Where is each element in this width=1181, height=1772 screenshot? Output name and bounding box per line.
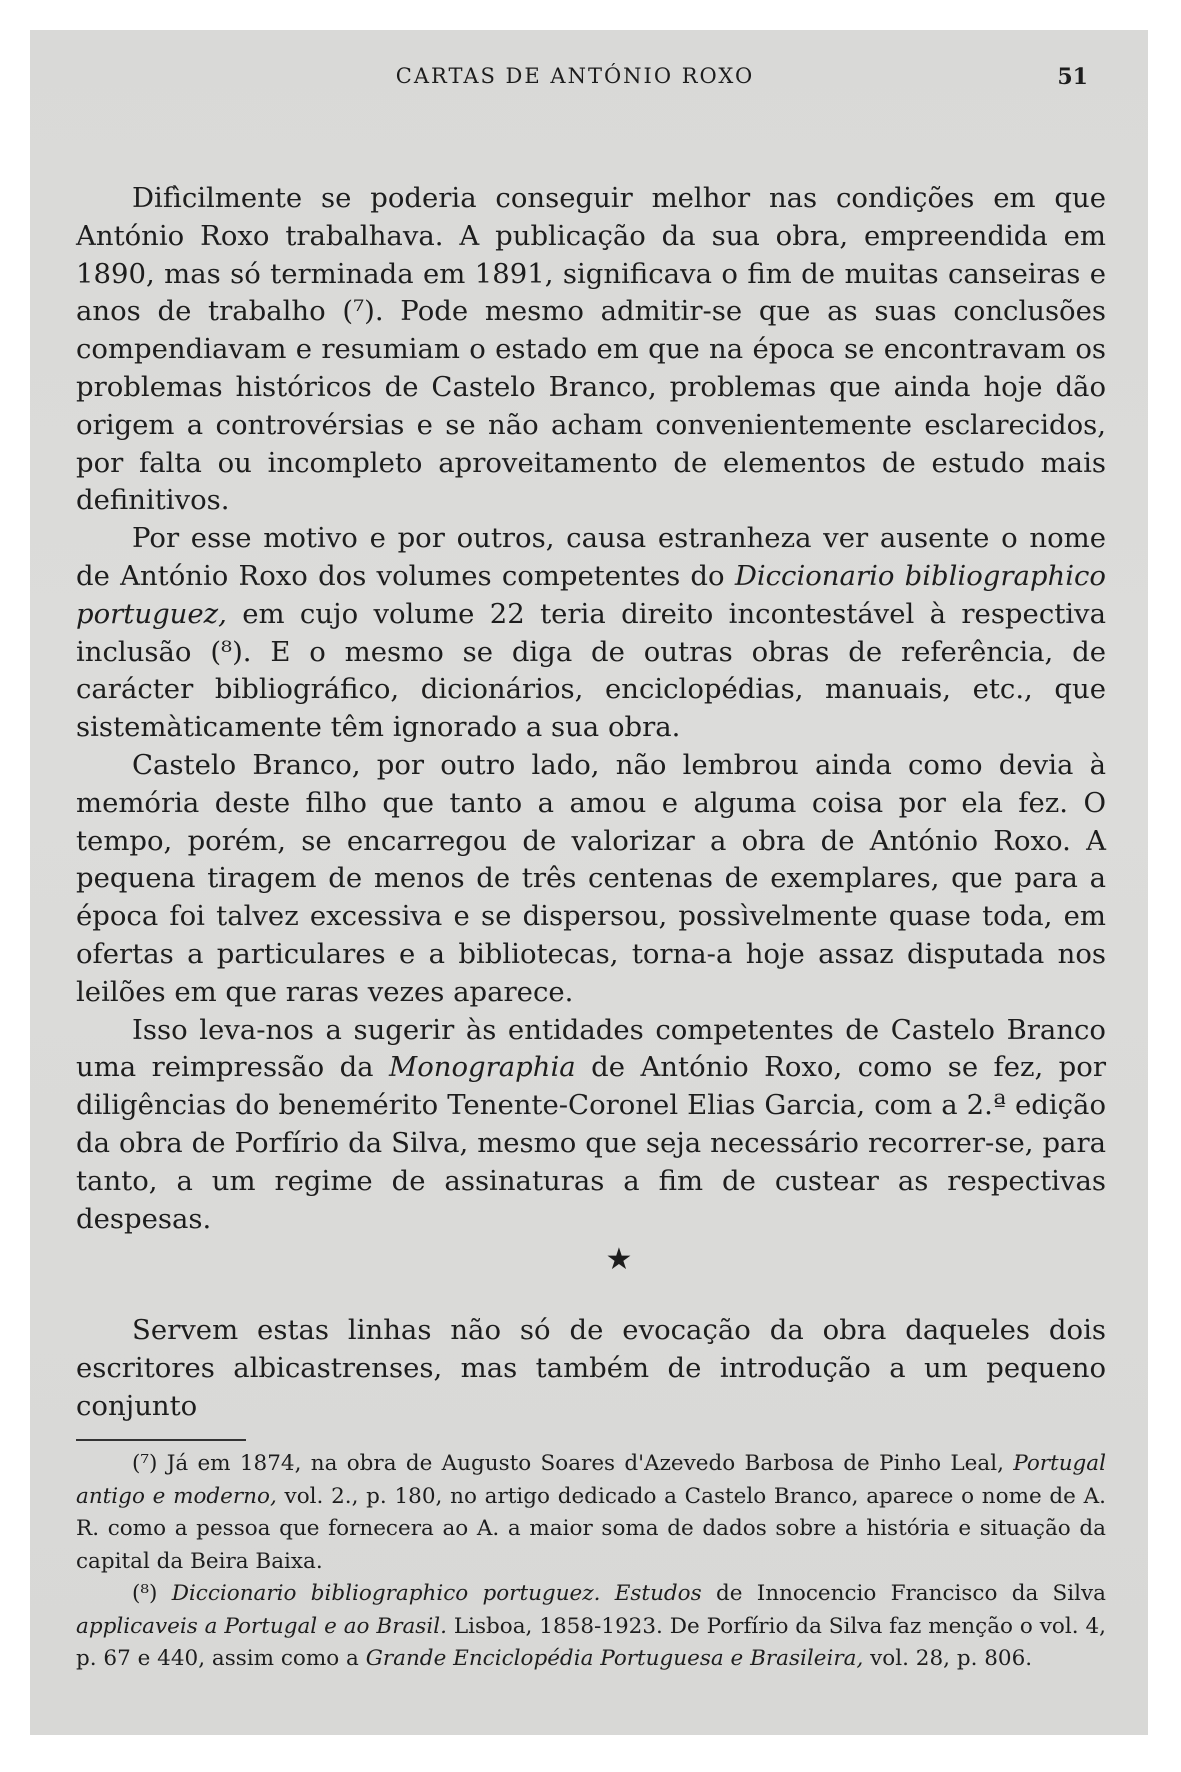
paragraph-1-text: Difìcilmente se poderia conseguir melhor nas condições em que António Roxo trabalhava. A publicação da sua obra, empreendida em 1890, mas só terminada em 1891, significava o fim de muitas canseiras e anos de trabalho (⁷). Pode mesmo admitir-se que as suas conclusões compendiavam e resumiam o estado em que na época se encontravam os problemas históricos de Castelo Branco, problemas que ainda hoje dão origem a controvérsias e se não acham convenientemente esclarecidos, por falta ou incompleto aproveitamento de elementos de estudo mais definitivos. [76,182,1106,517]
footnote-7-text-a: (⁷) Já em 1874, na obra de Augusto Soares d'Azevedo Barbosa de Pinho Leal, [132,1451,1014,1476]
section-separator-star-icon: ★ [605,1242,633,1278]
paragraph-4-text-b: de António Roxo, como se fez, por diligências do benemérito Tenente-Coronel Elias Garcia, com a 2.ª edição da obra de Porfírio da Silva, mesmo que seja necessário recorrer-se, para tanto, a um regime de assinaturas a fim de custear as respectivas despesas. [76,1051,1106,1235]
paragraph-4 [76,1012,1106,1239]
footnote-8-title-3: Grande Enciclopédia Portuguesa e Brasileira, [365,1646,864,1671]
footnote-8-title-2: applicaveis a Portugal e ao Brasil. [76,1613,447,1639]
footnote-7 [76,1448,1106,1578]
footnote-8-text-a: (⁸) [132,1581,172,1606]
footnote-8 [76,1578,1106,1676]
page-header [30,64,1148,104]
paragraph-3-text: Castelo Branco, por outro lado, não lembrou ainda como devia à memória deste filho que tanto a amou e alguma coisa por ela fez. O tempo, porém, se encarregou de valorizar a obra de António Roxo. A pequena tiragem de menos de três centenas de exemplares, que para a época foi talvez excessiva e se dispersou, possìvelmente quase toda, em ofertas a particulares e a bibliotecas, torna-a hoje assaz disputada nos leilões em que raras vezes aparece. [76,748,1106,1008]
footnote-7-title: Portugal antigo e moderno, [76,1451,1106,1509]
footnote-7-text-b: vol. 2., p. 180, no artigo dedicado a Castelo Branco, aparece o nome de A. R. como a pessoa que fornecera ao A. a maior soma de dados sobre a história e situação da capital da Beira Baixa. [76,1483,1106,1574]
page-number: 51 [1057,64,1088,90]
paragraph-1 [76,180,1106,520]
paragraph-2 [76,520,1106,747]
paragraph-4-text-a: Isso leva-nos a sugerir às entidades competentes de Castelo Branco uma reimpressão da [76,1013,1106,1084]
paragraph-3 [76,747,1106,1012]
footnotes [76,1448,1106,1676]
footnote-rule [76,1439,246,1441]
footnote-8-text-b: de Innocencio Francisco da Silva [701,1581,1106,1606]
paragraph-2-text-a: Por esse motivo e por outros, causa estranheza ver ausente o nome de António Roxo dos volumes competentes do [76,522,1106,592]
scanned-page [30,30,1148,1735]
paragraph-5 [76,1312,1106,1425]
paragraph-5-text: Servem estas linhas não só de evocação da obra daqueles dois escritores albicastrenses, mas também de introdução a um pequeno conjunto [76,1314,1106,1422]
paragraph-2-title: Diccionario bibliographico portuguez, [76,559,1106,630]
footnote-8-title-1: Diccionario bibliographico portuguez. Estudos [171,1581,702,1606]
footnote-8-text-c: Lisboa, 1858-1923. De Porfírio da Silva faz menção o vol. 4, p. 67 e 440, assim como a [76,1613,1106,1671]
body-text [76,180,1106,1426]
running-title: CARTAS DE ANTÓNIO ROXO [395,64,755,88]
paragraph-2-text-b: em cujo volume 22 teria direito incontestável à respectiva inclusão (⁸). E o mesmo se diga de outras obras de referência, de carácter bibliográfico, dicionários, enciclopédias, manuais, etc., que sistemàticamente têm ignorado a sua obra. [76,597,1106,744]
paragraph-4-title: Monographia [389,1051,576,1084]
footnote-8-text-d: vol. 28, p. 806. [863,1646,1033,1671]
